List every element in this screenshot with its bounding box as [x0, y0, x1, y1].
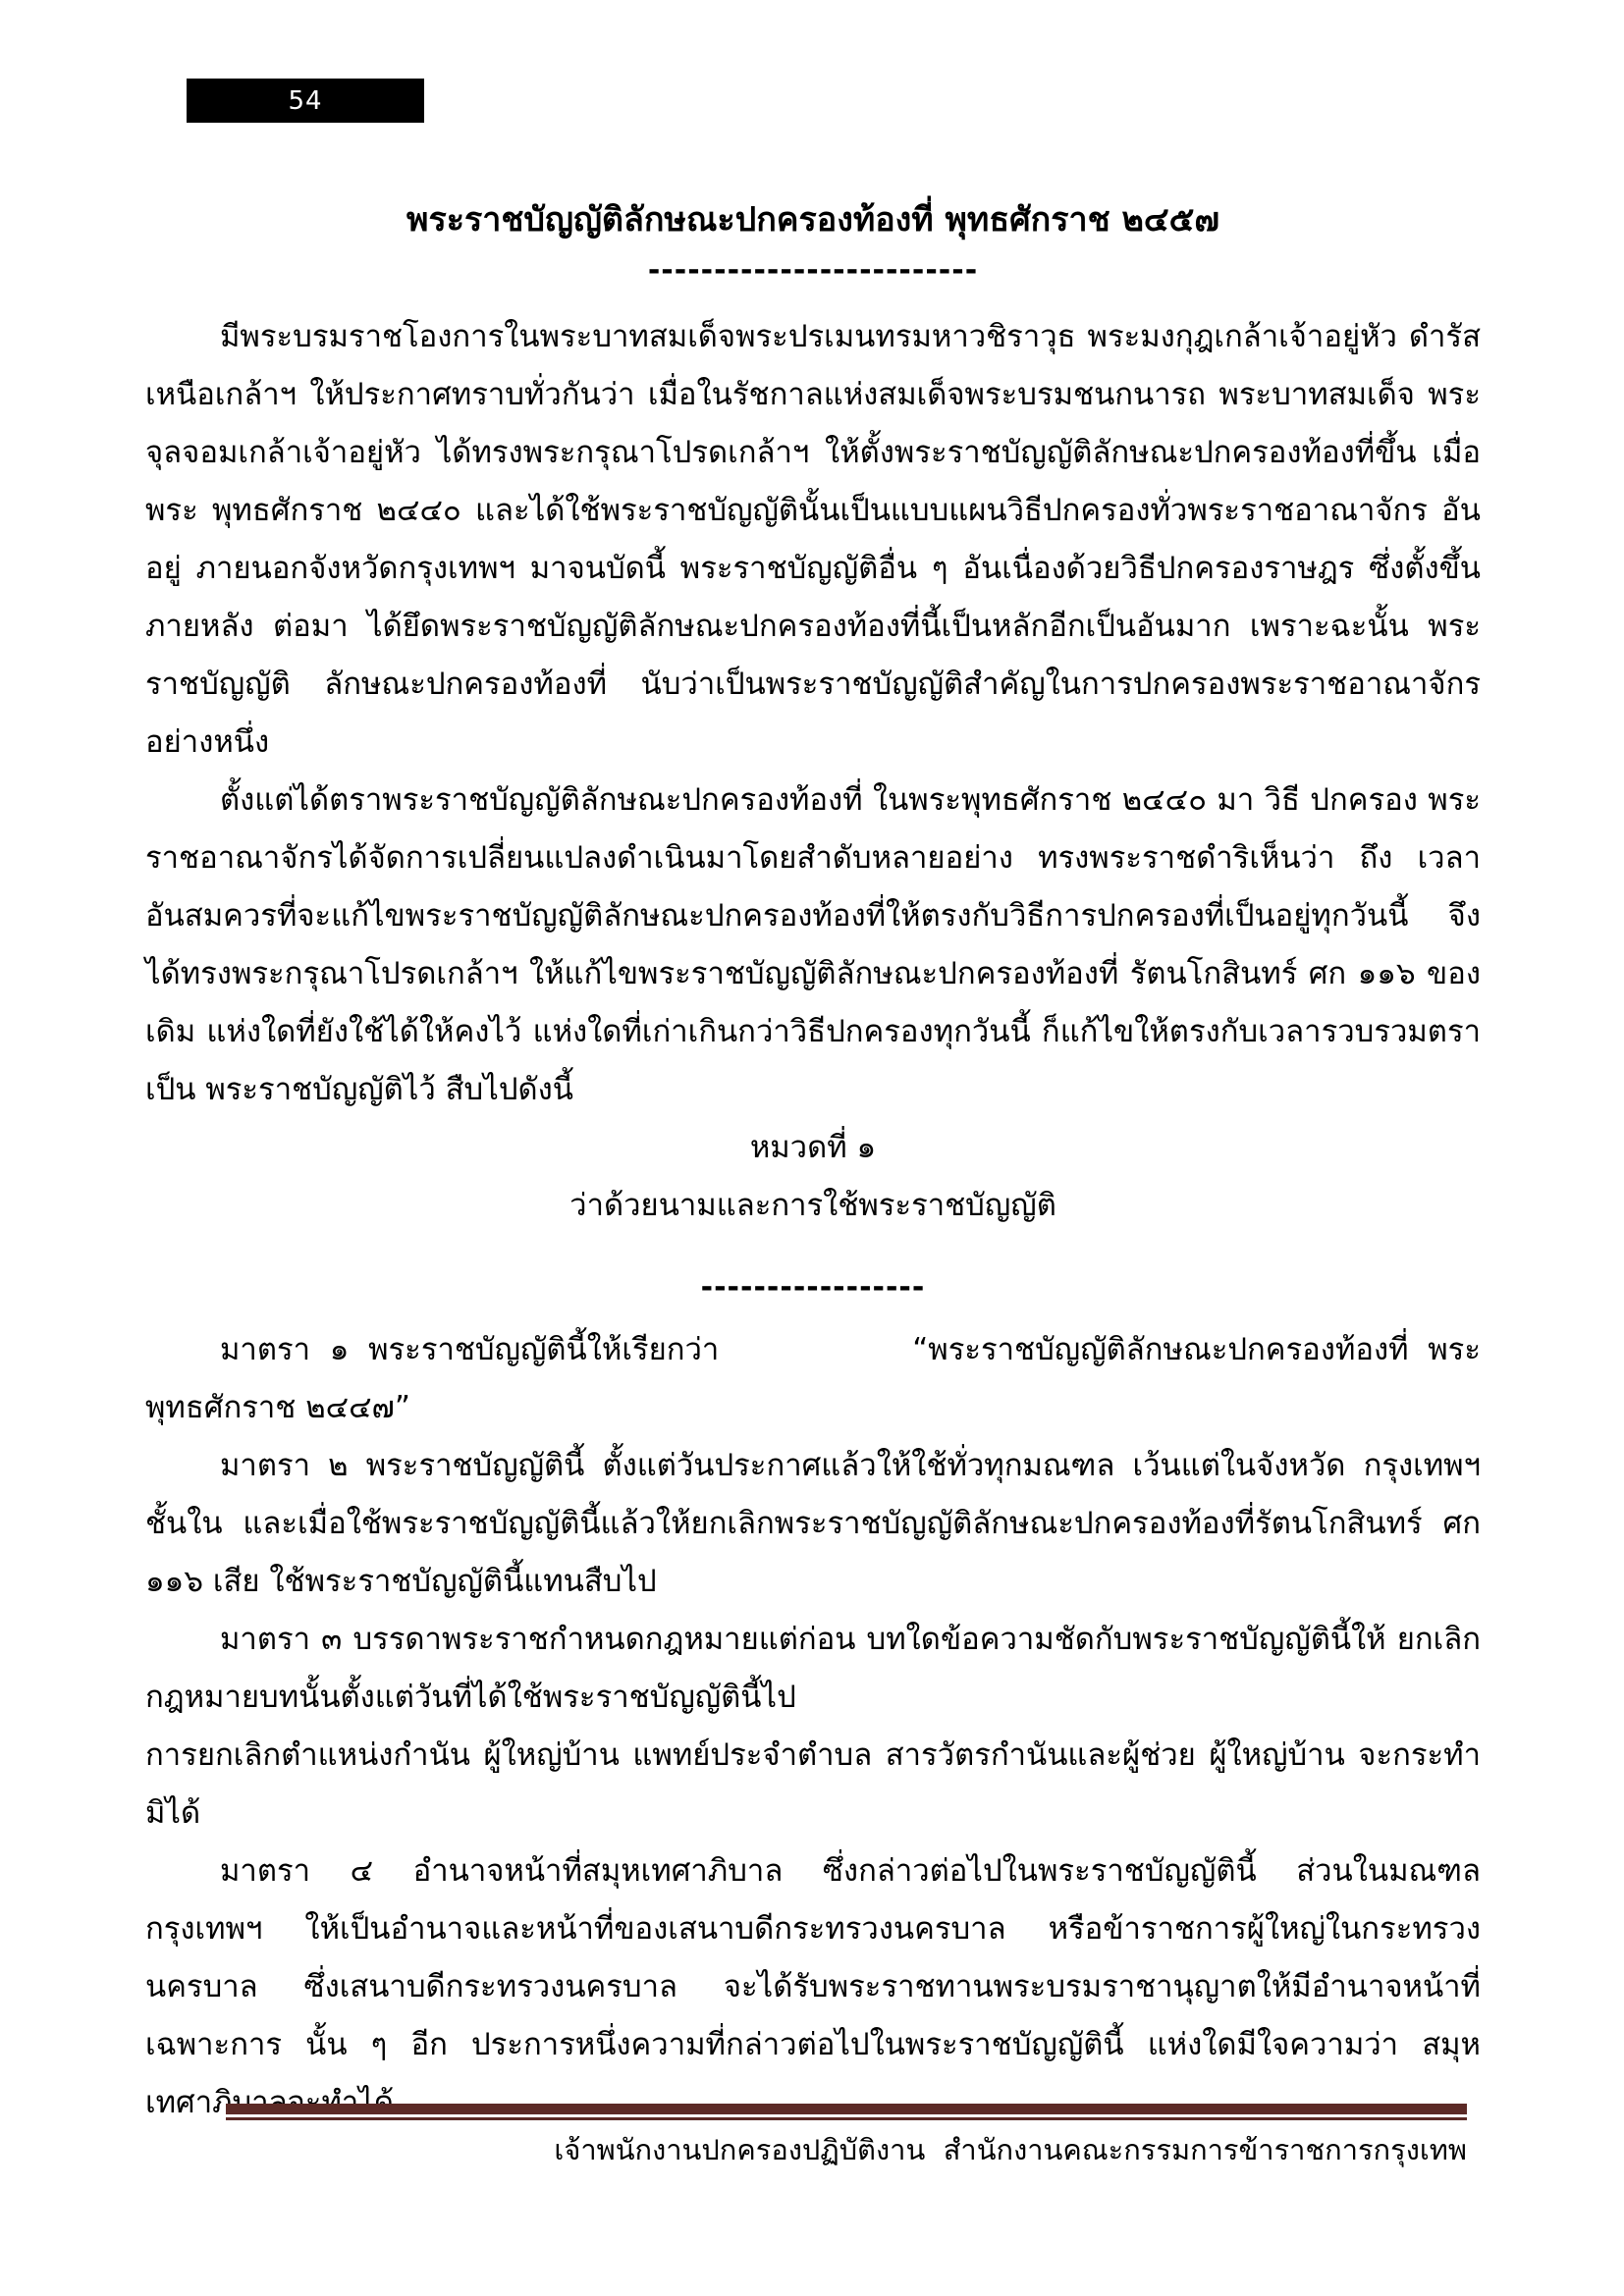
- page-footer: [226, 2104, 1467, 2171]
- page-number-badge: 54: [187, 79, 424, 123]
- chapter-subheading: ว่าด้วยนามและการใช้พระราชบัญญัติ: [569, 1188, 1056, 1223]
- preamble-paragraph-1: มีพระบรมราชโองการในพระบาทสมเด็จพระปรเมนทรมหาวชิราวุธ พระมงกุฎเกล้าเจ้าอยู่หัว ดำรัสเหนือเกล้าฯ ให้ประกาศทราบทั่วกันว่า เมื่อในรัชกาลแห่งสมเด็จพระบรมชนกนารถ พระบาทสมเด็จ พระ จุลจอมเกล้าเจ้าอยู่หัว ได้ทรงพระกรุณาโปรดเกล้าฯ ให้ตั้งพระราชบัญญัติลักษณะปกครองท้องที่ขึ้น เมื่อ พระ พุทธศักราช ๒๔๔๐ และได้ใช้พระราชบัญญัตินั้นเป็นแบบแผนวิธีปกครองทั่วพระราชอาณาจักร อันอยู่ ภายนอกจังหวัดกรุงเทพฯ มาจนบัดนี้ พระราชบัญญัติอื่น ๆ อันเนื่องด้วยวิธีปกครองราษฎร ซึ่งตั้งขึ้นภายหลัง ต่อมา ได้ยึดพระราชบัญญัติลักษณะปกครองท้องที่นี้เป็นหลักอีกเป็นอันมาก เพราะฉะนั้น พระราชบัญญัติ ลักษณะปกครองท้องที่ นับว่าเป็นพระราชบัญญัติสำคัญในการปกครองพระราชอาณาจักร อย่างหนึ่ง: [145, 319, 1481, 760]
- article-3-continuation-paragraph: การยกเลิกตำแหน่งกำนัน ผู้ใหญ่บ้าน แพทย์ประจำตำบล สารวัตรกำนันและผู้ช่วย ผู้ใหญ่บ้าน จะกระทำ มิได้: [145, 1737, 1481, 1831]
- chapter-separator: -----------------: [700, 1270, 926, 1305]
- document-content: [145, 194, 1481, 2132]
- article-1-paragraph: มาตรา ๑ พระราชบัญญัตินี้ให้เรียกว่า “พระราชบัญญัติลักษณะปกครองท้องที่ พระ พุทธศักราช ๒๔๔๗”: [145, 1332, 1481, 1425]
- chapter-heading: หมวดที่ ๑: [749, 1130, 877, 1165]
- article-3-paragraph: มาตรา ๓ บรรดาพระราชกำหนดกฎหมายแต่ก่อน บทใดข้อความชัดกับพระราชบัญญัตินี้ให้ ยกเลิกกฎหมายบทนั้นตั้งแต่วันที่ได้ใช้พระราชบัญญัตินี้ไป: [145, 1622, 1481, 1715]
- footer-text: เจ้าพนักงานปกครองปฏิบัติงาน สำนักงานคณะกรรมการข้าราชการกรุงเทพ: [554, 2133, 1467, 2166]
- footer-rule: [226, 2104, 1467, 2120]
- document-title: พระราชบัญญัติลักษณะปกครองท้องที่ พุทธศักราช ๒๔๕๗: [406, 200, 1219, 240]
- article-2-paragraph: มาตรา ๒ พระราชบัญญัตินี้ ตั้งแต่วันประกาศแล้วให้ใช้ทั่วทุกมณฑล เว้นแต่ในจังหวัด กรุงเทพฯ ชั้นใน และเมื่อใช้พระราชบัญญัตินี้แล้วให้ยกเลิกพระราชบัญญัติลักษณะปกครองท้องที่รัตนโกสินทร์ ศก ๑๑๖ เสีย ใช้พระราชบัญญัตินี้แทนสืบไป: [145, 1448, 1481, 1599]
- article-4-paragraph: มาตรา ๔ อำนาจหน้าที่สมุหเทศาภิบาล ซึ่งกล่าวต่อไปในพระราชบัญญัตินี้ ส่วนในมณฑล กรุงเทพฯ ให้เป็นอำนาจและหน้าที่ของเสนาบดีกระทรวงนครบาล หรือข้าราชการผู้ใหญ่ในกระทรวงนครบาล ซึ่งเสนาบดีกระทรวงนครบาล จะได้รับพระราชทานพระบรมราชานุญาตให้มีอำนาจหน้าที่เฉพาะการ นั้น ๆ อีก ประการหนึ่งความที่กล่าวต่อไปในพระราชบัญญัตินี้ แห่งใดมีใจความว่า สมุหเทศาภิบาลจะทำได้: [145, 1853, 1481, 2120]
- title-separator: -------------------------: [647, 253, 979, 288]
- preamble-paragraph-2: ตั้งแต่ได้ตราพระราชบัญญัติลักษณะปกครองท้องที่ ในพระพุทธศักราช ๒๔๔๐ มา วิธี ปกครอง พระราชอาณาจักรได้จัดการเปลี่ยนแปลงดำเนินมาโดยสำดับหลายอย่าง ทรงพระราชดำริเห็นว่า ถึง เวลา อันสมควรที่จะแก้ไขพระราชบัญญัติลักษณะปกครองท้องที่ให้ตรงกับวิธีการปกครองที่เป็นอยู่ทุกวันนี้ จึง ได้ทรงพระกรุณาโปรดเกล้าฯ ให้แก้ไขพระราชบัญญัติลักษณะปกครองท้องที่ รัตนโกสินทร์ ศก ๑๑๖ ของ เดิม แห่งใดที่ยังใช้ได้ให้คงไว้ แห่งใดที่เก่าเกินกว่าวิธีปกครองทุกวันนี้ ก็แก้ไขให้ตรงกับเวลารวบรวมตราเป็น พระราชบัญญัติไว้ สืบไปดังนี้: [145, 782, 1481, 1107]
